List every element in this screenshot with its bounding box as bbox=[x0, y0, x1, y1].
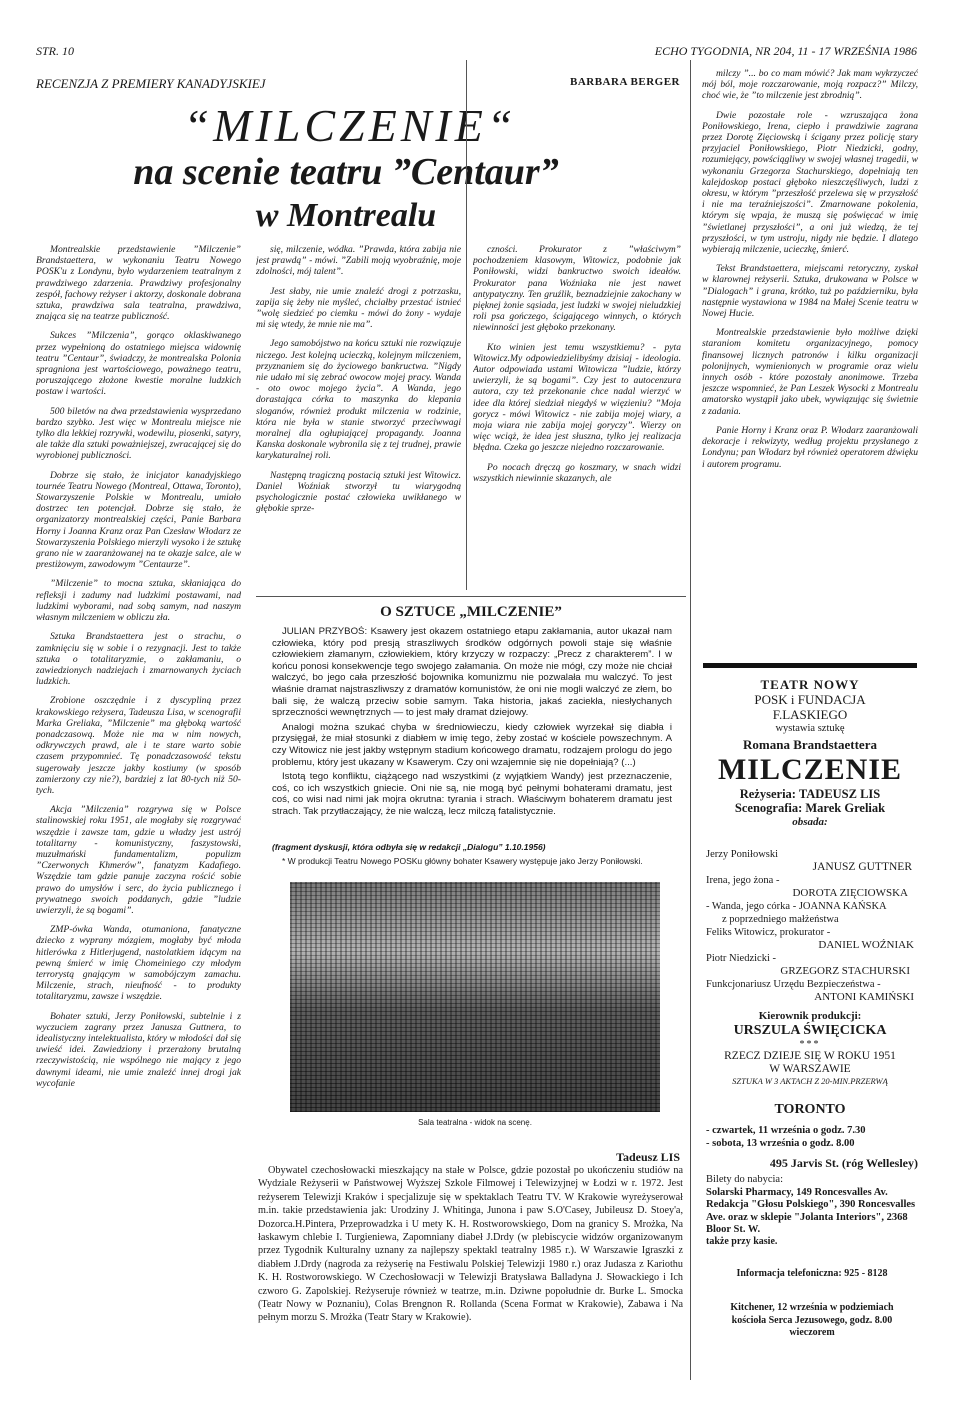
paragraph: Następną tragiczną postacią sztuki jest Witowicz. Daniel Woźniak stworzył tu wiarygodną psychologicznie postać człowieka uwikłanego w głębokie sprze- bbox=[256, 469, 461, 515]
ad-city: TORONTO bbox=[774, 1102, 846, 1118]
paragraph: Kto winien jest temu wszystkiemu? - pyta Witowicz.My odpowiedzielibyśmy dzisiaj - ideologia. Autor odpowiada ustami Witowicza ”ludzie, którzy uwierzyli, że są bogami”. Czy jest to autocenzura autora, czy też przekonanie chce nadal wierzyć w idee dla której siedział niegdyś w więzieniu? ”Moja gorycz - mówi Witowicz - nie zabija mojej wiary, a moja wiara nie zabija mojej goryczy”. Wierzy on więc wciąż, że idea jest słuszna, tylko jej realizacja błędna. Czeka go jeszcze niejedno rozczarowanie. bbox=[473, 341, 681, 454]
article-title-line2: na scenie teatru ”Centaur” bbox=[133, 151, 559, 193]
cast-role: Irena, jego żona - bbox=[706, 875, 780, 886]
ad-line2: POSK i FUNDACJA bbox=[754, 691, 866, 707]
paragraph: Panie Horny i Kranz oraz P. Włodarz zaaranżowali dekoracje i rekwizyty, według projektu przysłanego z Londynu; pan Włodarz był również operatorem dźwięku i autorem programu. bbox=[702, 424, 918, 470]
paragraph: się, milczenie, wódka. ”Prawda, która zabija nie jest prawdą” - mówi. ”Zabili moją wyobraźnię, moje zdolności, mój talent”. bbox=[256, 244, 461, 278]
ad-tickets bbox=[706, 1174, 918, 1237]
box-footnote: * W produkcji Teatru Nowego POSKu główny bohater Ksawery występuje jako Jerzy Poniłowski. bbox=[282, 856, 643, 866]
cast-actor: GRZEGORZ STACHURSKI bbox=[780, 965, 910, 977]
paragraph: Obywatel czechosłowacki mieszkający na stałe w Polsce, gdzie pozostał po ukończeniu studiów na Wydziale Reżyserii w Państwowej Wyższej Szkole Filmowej i Telewizyjnej w Łodzi w r. 1972. Jest reżyserem Telewizji Kraków i specjalizuje się w spektaklach Teatru TV. W Krakowie wyreżyserował m.in. takie przedstawienia jak: Urodziny J. Whitinga, Junona i paw S.O'Casey, Jubileusz D. Stoey'a, Dozorca.H.Pintera, Przeprowadzka i U mety K. H. Rostworowskiego, Dom na granicy S. Mrożka, Na łaskawym chlebie I. Turgieniewa, Zapomniany diabeł J.Drdy (w plebiscycie widzów organizowanym przez Tygodnik Kulturalny uznany za najlepszy spektakl teatralny 1985 r.). W Warszawie Igraszki z diabłem J.Drdy (nagroda za reżyserię na Festiwalu Polskiej Telewizji 1980 r.) oraz Judasza z Kariothu K. H. Rostworowskiego. W Czechosłowacji w Telewizji Bratysława Balladyna J. Słowackiego i Ich czworo G. Zapolskiej. Reżyseruje również w teatrze, m.in. Dziwne popołudnie dr. Burke L. Smocka (Teatr Nowy w Poznaniu), Colas Brengnon R. Rollanda (Scena Format w Krakowie), Zabawa i Na pełnym morzu S. Mrożka (Teatr Stary w Krakowie). bbox=[258, 1165, 683, 1324]
cast-actor: ANTONI KAMIŃSKI bbox=[814, 991, 914, 1003]
cast-role: Feliks Witowicz, prokurator - bbox=[706, 927, 831, 938]
paragraph: Zrobione oszczędnie i z dyscypliną przez krakowskiego reżysera, Tadeusza Lisa, w scenografii Marka Greliaka, ”Milczenie” ma głęboką wartość ponadczasową. Może nie ma w nim nowych, odkrywczych prawd, ale i te stare warto sobie czasem przypomnieć. Tę ponadczasowość tekstu sugerowały jeszcze jakby kostiumy (w sposób zamierzony czy nie?), bardziej z lat 80-tych niż 50-tych. bbox=[36, 695, 241, 796]
paragraph: JULIAN PRZYBOŚ: Ksawery jest okazem ostatniego etapu zakłamania, autor ukazał nam człowieka, który pod presją straszliwych środków odgórnych powoli staje się właśnie człowiekiem złamanym, człowiekiem, który krzyczy w rozpaczy: „Precz z charakterem”. I w końcu ponosi konsekwencje tego swojego załamania. On może nie mógł, czy może nie chciał walczyć, bo jego cała przeszłość bojownika komunizmu nie pozwalała mu walczyć. To jest właśnie dramat najstraszliwszy z dramatów komunistów, że oni nie mogli walczyć ze złem, bo bali się, że walczą przeciw sobie samym. Taka historia, jakaś zaciekła, niesłychanych sprzeczności wewnętrznych — to jest mały dramat dziejowy. bbox=[272, 626, 672, 719]
ad-producer-label: Kierownik produkcji: bbox=[758, 1010, 862, 1022]
page-number: STR. 10 bbox=[36, 44, 75, 58]
ad-kitchener: Kitchener, 12 września w podziemiach kościoła Serca Jezusowego, godz. 8.00 wieczorem bbox=[730, 1302, 894, 1338]
paragraph: Montrealskie przedstawienie ”Milczenie” Brandstaettera, w wykonaniu Teatru Nowego POSK'u z Londynu, było wydarzeniem teatralnym z prawdziwego zdarzenia. Prawdziwy profesjonalny zespół, fachowy reżyser i aktorzy, doskonale dobrana sztuka, prawdziwa sala teatralna, prawdziwa, znająca się na teatrze publiczność. bbox=[36, 244, 241, 323]
ad-phone: Informacja telefoniczna: 925 - 8128 bbox=[736, 1268, 888, 1279]
cast-role: Jerzy Poniłowski bbox=[706, 849, 779, 860]
ad-setting-line2: W WARSZAWIE bbox=[769, 1063, 851, 1076]
article-column-1 bbox=[36, 244, 241, 1384]
ad-director: Reżyseria: TADEUSZ LIS bbox=[739, 786, 881, 801]
paragraph: Montrealskie przedstawienie było możliwe dzięki staraniom komitetu organizacyjnego, pomocy finansowej licznych patronów i kilku organizacji polonijnych, wymienionych w programie oraz wielu innych osób - które pozostały anonimowe. Trzeba jeszcze wspomnieć, że Pan Leszek Wysocki z Montrealu amatorsko wystąpił jako ubek, wywiązując się świetnie z zadania. bbox=[702, 327, 918, 417]
paragraph: Tekst Brandstaettera, miejscami retoryczny, zyskał w klarownej reżyserii. Sztuka, drukowana w Polsce w ”Dialogach” i grana, krótko, tuż po październiku, była następnie wystawiona w 1984 na Małej Scenie teatru w Nowej Hucie. bbox=[702, 263, 918, 320]
cast-role: Piotr Niedzicki - bbox=[706, 953, 776, 964]
article-title: “MILCZENIE“ bbox=[183, 100, 517, 151]
bio-text bbox=[258, 1164, 683, 1380]
masthead-issue: ECHO TYGODNIA, NR 204, 11 - 17 WRZEŚNIA 1986 bbox=[654, 44, 917, 58]
column-divider bbox=[690, 60, 691, 1380]
cast-actor: DOROTA ZIĘCIOWSKA bbox=[792, 887, 908, 899]
photo-caption: Sala teatralna - widok na scenę. bbox=[418, 1118, 532, 1127]
theatre-hall-photo bbox=[290, 882, 660, 1112]
paragraph: Dobrze się stało, że inicjator kanadyjskiego tournée Teatru Nowego (Montreal, Ottawa, Toronto), Stowarzyszenie Polskie w Montrealu, umiało dostrzec ten potencjał. Dobrze się stało, że organizatorzy montrealskiej części, Panie Barbara Horny i Joanna Kranz oraz Pan Czesław Włodarz ze Stowarzyszenia Polskiego mierzyli wysoko i że sztukę grano nie w zaaranżowanej na te okazje salce, ale w prestiżowym, zawodowym ”Centaurze”. bbox=[36, 469, 241, 571]
ad-tickets-label: Bilety do nabycia: bbox=[706, 1174, 783, 1185]
ad-cast-list bbox=[706, 848, 918, 1004]
ad-acts: SZTUKA W 3 AKTACH Z 20-MIN.PRZERWĄ bbox=[732, 1075, 888, 1086]
paragraph: ZMP-ówka Wanda, otumaniona, fanatyczne dziecko z wyprany mózgiem, mogłaby być młoda hitlerówka z Hitlerjugend, nastolatkiem idącym na pewną śmierć w imię Chomeiniego czy młodym terrorystą gnającym w samobójczym zamachu. Milczenie, strach, nieufność - to produkty totalitaryzmu, zawsze i wszędzie. bbox=[36, 924, 241, 1003]
box-title: O SZTUCE „MILCZENIE” bbox=[380, 604, 562, 620]
ad-line3: F.LASKIEGO bbox=[772, 706, 848, 722]
ad-tickets-text: Solarski Pharmacy, 149 Roncesvalles Av. Redakcja "Głosu Polskiego", 390 Roncesvalles Ave. oraz w sklepie "Jolanta Interiors", 2368 Bloor St. W. bbox=[706, 1186, 916, 1236]
ad-date: - sobota, 13 września o godz. 8.00 bbox=[706, 1138, 855, 1149]
ad-production bbox=[700, 1010, 920, 1119]
paragraph: Akcja ”Milczenia” rozgrywa się w Polsce stalinowskiej roku 1951, ale mogłaby się rozgrywać wszędzie i zawsze tam, gdzie u władzy jest ustrój totalitarny - komunistyczny, faszystowski, muzułmański fundamentalizm, populizm ”Czerwonych Khmerów”, fanatyzm Kadafiego. Wszędzie tam gdzie panuje zaczyna rościć sobie prawo do umysłów i serc, do życia publicznego i prywatnego swoich poddanych, gdzie ”ludzie uwierzyli, że są bogami”. bbox=[36, 804, 241, 916]
cast-actor: DANIEL WOŹNIAK bbox=[818, 939, 914, 951]
ad-author: Romana Brandstaettera bbox=[743, 736, 877, 752]
ad-producer: URSZULA ŚWIĘCICKA bbox=[733, 1022, 887, 1038]
ad-design: Scenografia: Marek Greliak bbox=[734, 801, 886, 816]
paragraph: Istotą tego konfliktu, ciążącego nad wszystkimi (z wyjątkiem Wandy) jest przeznaczenie, coś, co ich wszystkich gniecie. Oni nie są, nie mogą być pełnymi bohaterami dramatu, jest coś, co wisi nad nimi jak mojra okrutna: tyrania i strach. Właściwym bohaterem dramatu jest strach. Tak przytłaczający, że nie walczą, lecz milczą fatalistycznie. bbox=[272, 771, 672, 817]
paragraph: milczy ”... bo co mam mówić? Jak mam wykrzyczeć mój ból, moje rozczarowanie, moją rozpacz?” Milczy, choć wie, że ”to milczenie jest zbrodnią”. bbox=[702, 68, 918, 102]
ad-also: także przy kasie. bbox=[706, 1236, 778, 1247]
cast-role: Funkcjonariusz Urzędu Bezpieczeństwa - bbox=[706, 979, 881, 990]
theatre-advertisement bbox=[700, 678, 920, 828]
box-source: (fragment dyskusji, która odbyła się w redakcji „Dialogu” 1.10.1956) bbox=[272, 842, 546, 852]
bio-name: Tadeusz LIS bbox=[616, 1150, 680, 1164]
ad-dates bbox=[706, 1124, 918, 1150]
cast-actor: JANUSZ GUTTNER bbox=[812, 861, 912, 873]
ad-top-bar bbox=[703, 663, 917, 668]
article-column-4 bbox=[702, 68, 918, 668]
paragraph: Po nocach dręczą go koszmary, w snach widzi wszystkich niewinnie skazanych, ale bbox=[473, 461, 681, 484]
ad-setting-line1: RZECZ DZIEJE SIĘ W ROKU 1951 bbox=[724, 1050, 896, 1063]
paragraph: Dwie pozostałe role - wzruszająca żona Poniłowskiego, Irena, ciepło i prawdziwie zagrana przez Dorotę Zięciowską i ścigany przez policję stary przyjaciel Poniłowskiego, Piotr Niedzicki, godny, rozumiejący, powściągliwy w swojej własnej tragedii, w wykonaniu Grzegorza Stachurskiego, dopełniają ten kalejdoskop postaci głęboko nieszczęśliwych, ludzi z okresu, w którym ”przeszłość przelewa się w przyszłość i nie ma teraźniejszości”. Zmarnowane pokolenia, którym się wpaja, że muszą się poświęcać w imię ”świetlanej przyszłości”, a oni już wiedzą, że tej przyszłości, w tym ustroju, nigdy nie będzie. I dlatego wybierają milczenie, ucieczkę, śmierć. bbox=[702, 109, 918, 256]
paragraph: Jego samobójstwo na końcu sztuki nie rozwiązuje niczego. Jest kolejną ucieczką, kolejnym milczeniem, przyznaniem się do życiowego bankructwa. ”Nigdy nie udało mi się zebrać owocow mojej pracy. Wanda - oto owoc mojego życia”. A Wanda, jego dorastająca córka to maszynka do klepania sloganów, również produkt milczenia w rodzinie, która nie była w stanie stworzyć przeciwwagi moralnej dla ogłupiającej propagandy. Joanna Kanska doskonale wybronila się z tej trudnej, prawie karykaturalnej roli. bbox=[256, 338, 461, 462]
article-title-line3: w Montrealu bbox=[255, 197, 437, 234]
paragraph: Bohater sztuki, Jerzy Poniłowski, subtelnie i z wyczuciem zagrany przez Janusza Guttnera, to idealistyczny intelektualista, który w młodości dał się uwieść idei. Zawiedziony i przerażony brutalną rzeczywistością, nie wspólnego nie mający z jego dawnymi ideami, nie umie znaleźć innej drogi jak wycofanie bbox=[36, 1010, 241, 1089]
ad-theatre: TEATR NOWY bbox=[760, 677, 860, 692]
box-rule bbox=[256, 596, 686, 597]
ad-play-title: MILCZENIE bbox=[717, 752, 903, 786]
paragraph: ”Milczenie” to mocna sztuka, skłaniająca do refleksji i zadumy nad ludzkimi postawami, nad ludzkimi wyborami, nad sobą samym, nad naszym własnym milczeniem w obliczu zła. bbox=[36, 578, 241, 624]
ad-cast-label: obsada: bbox=[792, 815, 828, 828]
cast-role: - Wanda, jego córka - JOANNA KAŃSKA bbox=[706, 901, 887, 912]
paragraph: Sukces ”Milczenia”, gorąco oklaskiwanego przez wypełnioną do ostatniego miejsca widownię teatru ”Centaur”, świadczy, że montrealska Polonia spragniona jest wartościowego, poważnego teatru, poruszającego złożone kwestie moralne ludzkich postaw i wartości. bbox=[36, 330, 241, 398]
ad-stars: *** bbox=[799, 1038, 821, 1050]
column-divider bbox=[466, 60, 467, 590]
ad-venue: 495 Jarvis St. (róg Wellesley) bbox=[769, 1156, 918, 1170]
paragraph: Jest słaby, nie umie znaleźć drogi z potrzasku, zapija się żeby nie myśleć, chciałby przestać istnieć ”wolę siedzieć po ciemku - mówi do żony - wydaje mi się wtedy, że mnie nie ma”. bbox=[256, 285, 461, 331]
ad-line4: wystawia sztukę bbox=[775, 722, 845, 734]
article-column-3 bbox=[473, 244, 681, 589]
article-author: BARBARA BERGER bbox=[570, 76, 680, 88]
paragraph: Sztuka Brandstaettera jest o strachu, o zamknięciu się w sobie i o rezygnacji. Jest to także sztuka o totalitaryzmie, o zakłamaniu, o zawiedzionych nadziejach i zmarnowanych życiach ludzkich. bbox=[36, 631, 241, 688]
article-column-2 bbox=[256, 244, 461, 589]
paragraph: czności. Prokurator z ”właściwym” pochodzeniem klasowym, Witowicz, podobnie jak Poniłowski, widzi bankructwo swoich ideałów. Prokurator pana Woźniaka nie jest nawet antypatyczny. Ten gruźlik, beznadziejnie zakochany w pięknej żonie sąsiada, jest ludzki w swojej nieludzkiej roli psa gończego, ścigającego winnych, o których niewinności jest głęboko przekonany. bbox=[473, 244, 681, 334]
ad-date: - czwartek, 11 września o godz. 7.30 bbox=[706, 1125, 866, 1136]
cast-role: z poprzedniego małżeństwa bbox=[722, 914, 839, 925]
box-text bbox=[272, 626, 672, 841]
paragraph: 500 biletów na dwa przedstawienia wysprzedano bardzo szybko. Jest więc w Montrealu miejsce nie tylko dla lekkiej rozrywki, wodewilu, piosenki, satyry, ale także dla sztuki poważniejszej, zwracającej się do wyrobionej publiczności. bbox=[36, 405, 241, 462]
paragraph: Analogi można szukać chyba w średniowieczu, kiedy człowiek wyrzekał się diabła i przysięgał, że miał stosunki z diabłem w imię tego, żeby zostać w kościele powszechnym. A czy Witowicz nie jest jakby wstępnym stadium końcowego dramatu, rodzajem prologu do jego problemu, który jest ukazany w Ksawerym. Czy oni wzajemnie się nie dopełniają? (...) bbox=[272, 721, 672, 768]
article-kicker: RECENZJA Z PREMIERY KANADYJSKIEJ bbox=[36, 76, 266, 91]
